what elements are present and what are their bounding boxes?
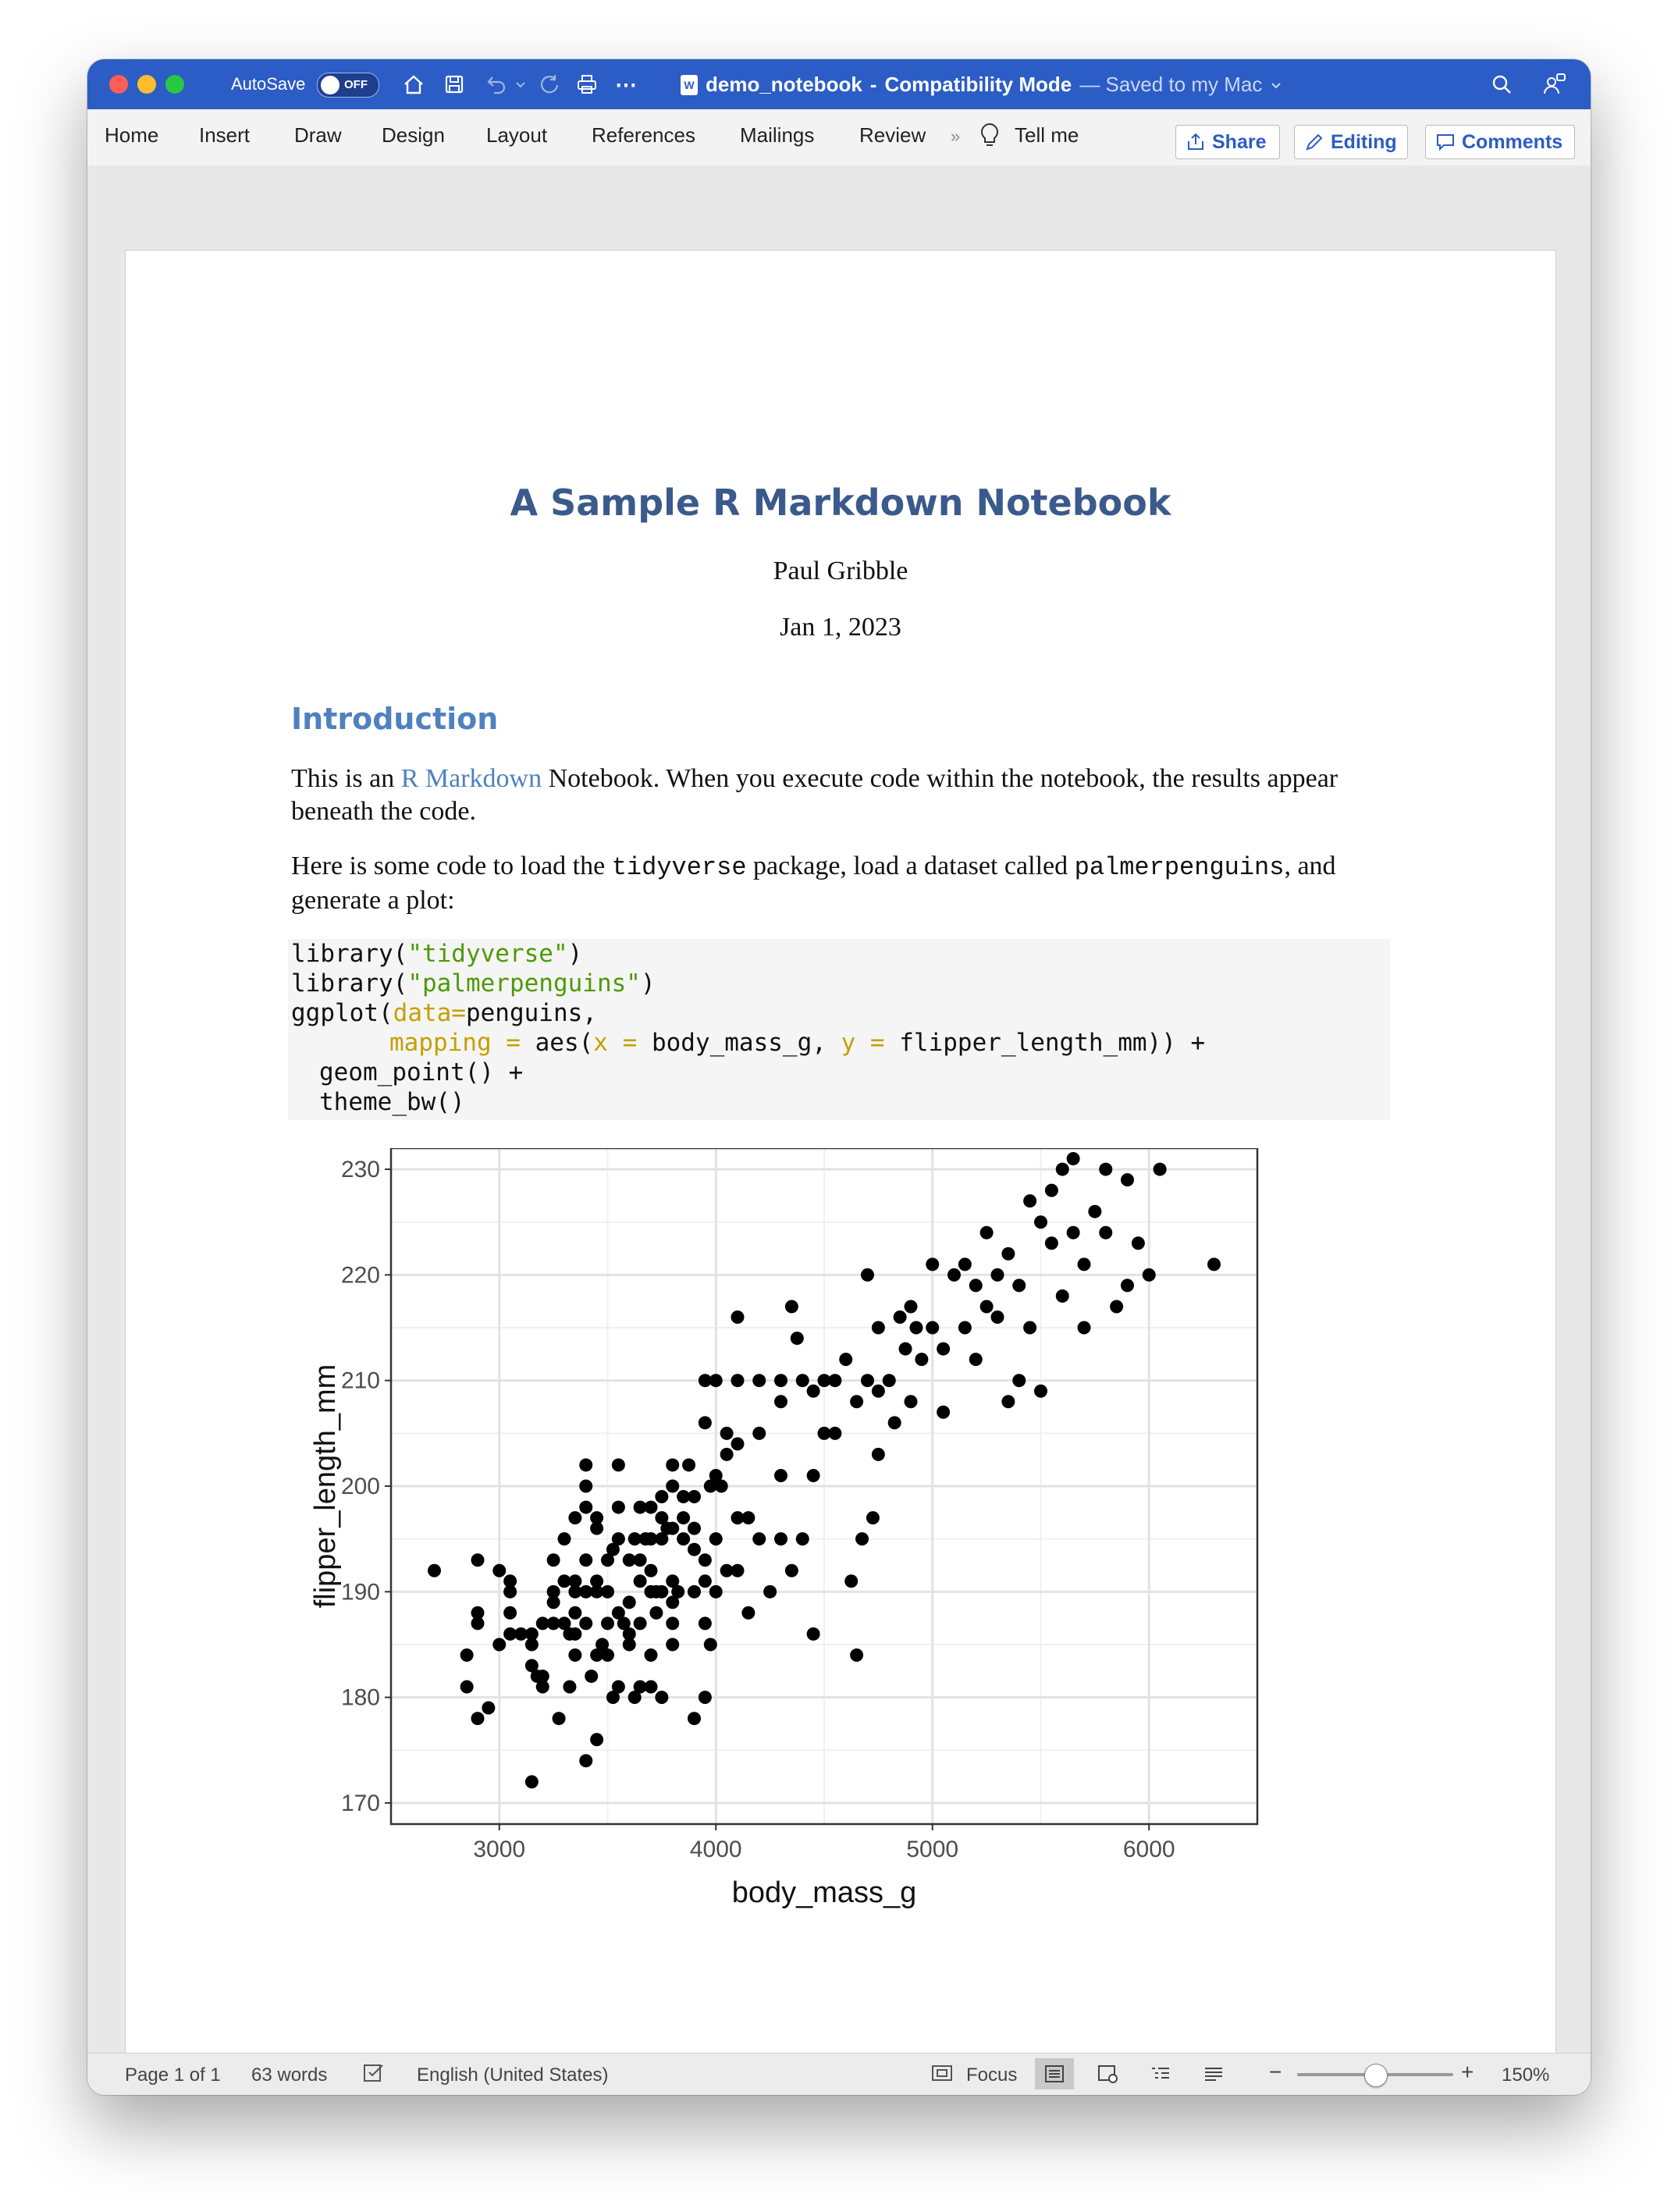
data-point — [715, 1480, 728, 1493]
document-page[interactable] — [125, 250, 1556, 2095]
data-point — [1154, 1163, 1167, 1176]
data-point — [492, 1564, 506, 1577]
y-tick-label: 180 — [340, 1684, 380, 1711]
data-point — [709, 1585, 723, 1599]
data-point — [666, 1458, 679, 1471]
data-point — [558, 1532, 571, 1545]
paragraph-intro — [291, 763, 1399, 828]
share-label: Share — [1212, 130, 1267, 153]
data-point — [579, 1754, 592, 1767]
data-point — [699, 1574, 712, 1588]
data-point — [1088, 1205, 1101, 1218]
data-point — [471, 1712, 485, 1725]
data-point — [1143, 1268, 1156, 1282]
data-point — [612, 1606, 625, 1620]
data-point — [915, 1353, 928, 1366]
more-tabs-icon[interactable]: » — [951, 126, 961, 146]
more-icon[interactable]: ⋯ — [615, 72, 637, 97]
data-point — [666, 1638, 679, 1651]
data-point — [980, 1300, 994, 1313]
data-point — [688, 1490, 701, 1503]
data-point — [774, 1374, 787, 1387]
data-point — [1078, 1321, 1091, 1335]
data-point — [590, 1733, 603, 1746]
data-point — [752, 1427, 766, 1440]
pencil-icon — [1304, 132, 1324, 152]
code-line: library("palmerpenguins") — [291, 969, 656, 998]
data-point — [861, 1268, 874, 1282]
document-title: A Sample R Markdown Notebook — [510, 482, 1171, 524]
data-point — [655, 1691, 668, 1704]
data-point — [905, 1300, 918, 1313]
y-tick-label: 190 — [340, 1579, 380, 1606]
data-point — [937, 1342, 950, 1356]
data-point — [844, 1574, 858, 1588]
data-point — [763, 1585, 777, 1599]
data-point — [492, 1638, 506, 1651]
data-point — [553, 1712, 566, 1725]
code-block — [288, 939, 1390, 1120]
title-bar — [87, 59, 1591, 109]
data-point — [872, 1385, 885, 1398]
data-point — [752, 1532, 766, 1545]
status-bar — [87, 2053, 1591, 2095]
x-axis-label: body_mass_g — [731, 1876, 917, 1909]
data-point — [785, 1300, 798, 1313]
x-tick-label: 5000 — [906, 1837, 959, 1862]
data-point — [958, 1321, 972, 1335]
data-point — [590, 1648, 603, 1662]
data-point — [666, 1522, 679, 1535]
focus-button[interactable]: Focus — [966, 2064, 1018, 2086]
data-point — [899, 1342, 912, 1356]
tab-design[interactable]: Design — [382, 123, 445, 147]
data-point — [1012, 1278, 1026, 1292]
minimize-window-button[interactable] — [137, 75, 156, 94]
tell-me-search[interactable]: Tell me — [1015, 123, 1079, 147]
data-point — [969, 1353, 983, 1366]
data-point — [883, 1374, 896, 1387]
data-point — [1132, 1236, 1145, 1250]
data-point — [828, 1427, 841, 1440]
data-point — [471, 1553, 485, 1567]
document-title-area — [681, 73, 1282, 97]
data-point — [579, 1480, 592, 1493]
data-point — [568, 1606, 581, 1620]
data-point — [634, 1574, 647, 1588]
data-point — [872, 1321, 885, 1335]
comments-label: Comments — [1462, 130, 1563, 153]
data-point — [709, 1374, 723, 1387]
share-people-icon[interactable] — [1539, 70, 1570, 98]
data-point — [645, 1680, 658, 1694]
close-window-button[interactable] — [109, 75, 128, 94]
data-point — [850, 1395, 863, 1408]
p2-text: Here is some code to load the — [291, 852, 612, 880]
chevron-down-icon[interactable] — [1270, 79, 1282, 91]
data-point — [563, 1680, 576, 1694]
tab-home[interactable]: Home — [105, 123, 159, 147]
data-point — [796, 1374, 809, 1387]
x-tick-label: 3000 — [473, 1837, 526, 1862]
x-tick-label: 6000 — [1122, 1837, 1175, 1862]
share-icon — [1186, 132, 1206, 152]
document-author: Paul Gribble — [773, 557, 908, 585]
comment-icon — [1435, 132, 1456, 152]
compatibility-mode: Compatibility Mode — [884, 73, 1072, 96]
doc-name: demo_notebook — [706, 73, 862, 96]
data-point — [612, 1458, 625, 1471]
autosave-state: OFF — [344, 78, 368, 91]
data-point — [601, 1616, 614, 1630]
data-point — [839, 1353, 852, 1366]
data-point — [861, 1374, 874, 1387]
data-point — [947, 1268, 961, 1282]
word-doc-icon: W — [681, 75, 698, 95]
data-point — [741, 1606, 755, 1620]
code-line: geom_point() + — [319, 1058, 524, 1086]
data-point — [731, 1564, 745, 1577]
data-point — [471, 1606, 485, 1620]
data-point — [888, 1416, 901, 1429]
focus-icon[interactable] — [930, 2063, 954, 2090]
tab-insert[interactable]: Insert — [199, 123, 251, 147]
data-point — [731, 1310, 745, 1324]
data-point — [785, 1564, 798, 1577]
page-count[interactable]: Page 1 of 1 — [125, 2064, 221, 2086]
inline-code: tidyverse — [611, 853, 747, 882]
data-point — [991, 1310, 1004, 1324]
code-line: library("tidyverse") — [291, 940, 583, 968]
data-point — [503, 1606, 517, 1620]
x-tick-label: 4000 — [689, 1837, 742, 1862]
paragraph-code-intro — [291, 850, 1399, 917]
y-axis-label: flipper_length_mm — [309, 1364, 342, 1609]
code-line: mapping = aes(x = body_mass_g, y = flipper_length_mm)) + — [389, 1029, 1206, 1057]
language[interactable]: English (United States) — [417, 2064, 609, 2086]
data-point — [612, 1501, 625, 1514]
data-point — [1067, 1152, 1080, 1165]
code-line: theme_bw() — [319, 1088, 465, 1116]
y-tick-label: 200 — [340, 1474, 380, 1499]
data-point — [645, 1564, 658, 1577]
p1-text: Notebook. When you execute code within the notebook, the results appear beneath the code. — [291, 764, 1338, 826]
y-tick-label: 220 — [340, 1262, 380, 1289]
data-point — [1034, 1215, 1047, 1229]
proofing-icon[interactable] — [362, 2063, 386, 2090]
data-point — [655, 1585, 668, 1599]
data-point — [645, 1648, 658, 1662]
data-point — [601, 1585, 614, 1599]
data-point — [547, 1585, 560, 1599]
data-point — [926, 1257, 939, 1271]
data-point — [1067, 1226, 1080, 1239]
autosave-label: AutoSave — [231, 74, 306, 94]
data-point — [568, 1511, 581, 1524]
data-point — [568, 1648, 581, 1662]
data-point — [460, 1648, 474, 1662]
data-point — [741, 1511, 755, 1524]
code-line: ggplot(data=penguins, — [291, 999, 597, 1027]
data-point — [1056, 1289, 1069, 1303]
scatter-plot — [305, 1148, 1398, 1929]
zoom-slider[interactable] — [1297, 2073, 1453, 2076]
data-point — [774, 1532, 787, 1545]
data-point — [579, 1616, 592, 1630]
data-point — [645, 1501, 658, 1514]
data-point — [1045, 1236, 1058, 1250]
data-point — [655, 1490, 668, 1503]
data-point — [1001, 1247, 1015, 1261]
data-point — [503, 1585, 517, 1599]
data-point — [1121, 1173, 1134, 1186]
tab-review[interactable]: Review — [859, 123, 926, 147]
data-point — [666, 1574, 679, 1588]
data-point — [666, 1480, 679, 1493]
data-point — [791, 1332, 804, 1345]
share-button[interactable] — [1175, 125, 1280, 159]
data-point — [682, 1458, 695, 1471]
data-point — [828, 1374, 841, 1387]
data-point — [796, 1532, 809, 1545]
data-point — [720, 1427, 734, 1440]
outline-view-icon[interactable] — [1141, 2058, 1180, 2089]
data-point — [1056, 1163, 1069, 1176]
comments-button[interactable] — [1425, 125, 1575, 159]
data-point — [1121, 1278, 1134, 1292]
inline-code: palmerpenguins — [1074, 853, 1285, 882]
data-point — [1034, 1385, 1047, 1398]
data-point — [731, 1437, 745, 1450]
y-tick-label: 230 — [340, 1157, 380, 1183]
data-point — [699, 1553, 712, 1567]
data-point — [807, 1385, 820, 1398]
data-point — [1110, 1300, 1123, 1313]
data-point — [704, 1638, 717, 1651]
data-point — [649, 1606, 663, 1620]
data-point — [1207, 1257, 1221, 1271]
title-separator: - — [869, 73, 877, 96]
data-point — [579, 1553, 592, 1567]
data-point — [579, 1458, 592, 1471]
data-point — [688, 1522, 701, 1535]
data-point — [926, 1321, 939, 1335]
y-tick-label: 170 — [340, 1790, 380, 1816]
document-canvas — [87, 165, 1591, 2053]
data-point — [969, 1278, 983, 1292]
data-point — [612, 1680, 625, 1694]
p1-text: This is an — [291, 764, 401, 793]
data-point — [872, 1448, 885, 1461]
data-point — [634, 1553, 647, 1567]
word-count[interactable]: 63 words — [251, 2064, 328, 2086]
data-point — [980, 1226, 994, 1239]
data-point — [547, 1553, 560, 1567]
data-point — [709, 1532, 723, 1545]
data-point — [731, 1374, 745, 1387]
save-status[interactable]: — Saved to my Mac — [1079, 73, 1263, 96]
data-point — [536, 1670, 549, 1683]
data-point — [525, 1775, 539, 1788]
print-layout-view-icon[interactable] — [1035, 2058, 1074, 2089]
data-point — [666, 1616, 679, 1630]
tab-layout[interactable]: Layout — [486, 123, 548, 147]
data-point — [623, 1595, 636, 1609]
data-point — [1099, 1226, 1112, 1239]
data-point — [568, 1627, 581, 1641]
data-point — [752, 1374, 766, 1387]
data-point — [428, 1564, 441, 1577]
home-icon[interactable] — [398, 70, 429, 98]
data-point — [894, 1310, 907, 1324]
data-point — [1023, 1321, 1036, 1335]
editing-button[interactable] — [1294, 125, 1408, 159]
data-point — [590, 1511, 603, 1524]
data-point — [937, 1406, 950, 1419]
data-point — [1023, 1194, 1036, 1207]
data-point — [855, 1532, 869, 1545]
tab-references[interactable]: References — [592, 123, 695, 147]
data-point — [807, 1627, 820, 1641]
data-point — [1012, 1374, 1026, 1387]
zoom-level[interactable]: 150% — [1502, 2064, 1550, 2086]
data-point — [460, 1680, 474, 1694]
data-point — [1099, 1163, 1112, 1176]
data-point — [909, 1321, 923, 1335]
data-point — [634, 1616, 647, 1630]
document-date: Jan 1, 2023 — [780, 613, 901, 642]
toggle-knob — [321, 76, 340, 94]
data-point — [1078, 1257, 1091, 1271]
draft-view-icon[interactable] — [1194, 2058, 1233, 2089]
redo-icon[interactable] — [534, 70, 565, 98]
tab-draw[interactable]: Draw — [294, 123, 342, 147]
autosave-toggle[interactable] — [317, 73, 379, 98]
zoom-in-button[interactable]: + — [1461, 2060, 1474, 2084]
data-point — [958, 1257, 972, 1271]
data-point — [905, 1395, 918, 1408]
r-markdown-link[interactable]: R Markdown — [400, 764, 542, 793]
data-point — [688, 1712, 701, 1725]
chevron-down-icon[interactable] — [512, 70, 529, 98]
data-point — [699, 1416, 712, 1429]
section-heading: Introduction — [291, 702, 499, 736]
data-point — [807, 1469, 820, 1482]
y-tick-label: 210 — [340, 1367, 380, 1394]
data-point — [866, 1511, 880, 1524]
tab-mailings[interactable]: Mailings — [740, 123, 815, 147]
data-point — [612, 1532, 625, 1545]
zoom-out-button[interactable]: − — [1269, 2060, 1282, 2084]
data-point — [585, 1670, 598, 1683]
data-point — [623, 1638, 636, 1651]
web-layout-view-icon[interactable] — [1088, 2058, 1127, 2089]
p2-text: , and generate a plot: — [291, 852, 1336, 915]
p2-text: package, load a dataset called — [746, 852, 1075, 880]
data-point — [525, 1638, 539, 1651]
print-icon[interactable] — [571, 70, 603, 98]
undo-icon[interactable] — [481, 70, 512, 98]
data-point — [677, 1532, 690, 1545]
data-point — [677, 1511, 690, 1524]
data-point — [1045, 1184, 1058, 1197]
data-point — [774, 1469, 787, 1482]
data-point — [850, 1648, 863, 1662]
data-point — [688, 1543, 701, 1556]
search-icon[interactable] — [1486, 70, 1517, 98]
data-point — [579, 1501, 592, 1514]
word-window — [87, 59, 1591, 2095]
data-point — [1001, 1395, 1015, 1408]
lightbulb-icon — [979, 122, 1001, 154]
editing-label: Editing — [1331, 130, 1397, 153]
zoom-slider-thumb[interactable] — [1364, 2064, 1388, 2087]
data-point — [991, 1268, 1004, 1282]
data-point — [720, 1448, 734, 1461]
maximize-window-button[interactable] — [165, 75, 184, 94]
save-icon[interactable] — [439, 70, 470, 98]
data-point — [699, 1691, 712, 1704]
data-point — [688, 1585, 701, 1599]
data-point — [774, 1395, 787, 1408]
data-point — [482, 1702, 495, 1715]
data-point — [699, 1616, 712, 1630]
